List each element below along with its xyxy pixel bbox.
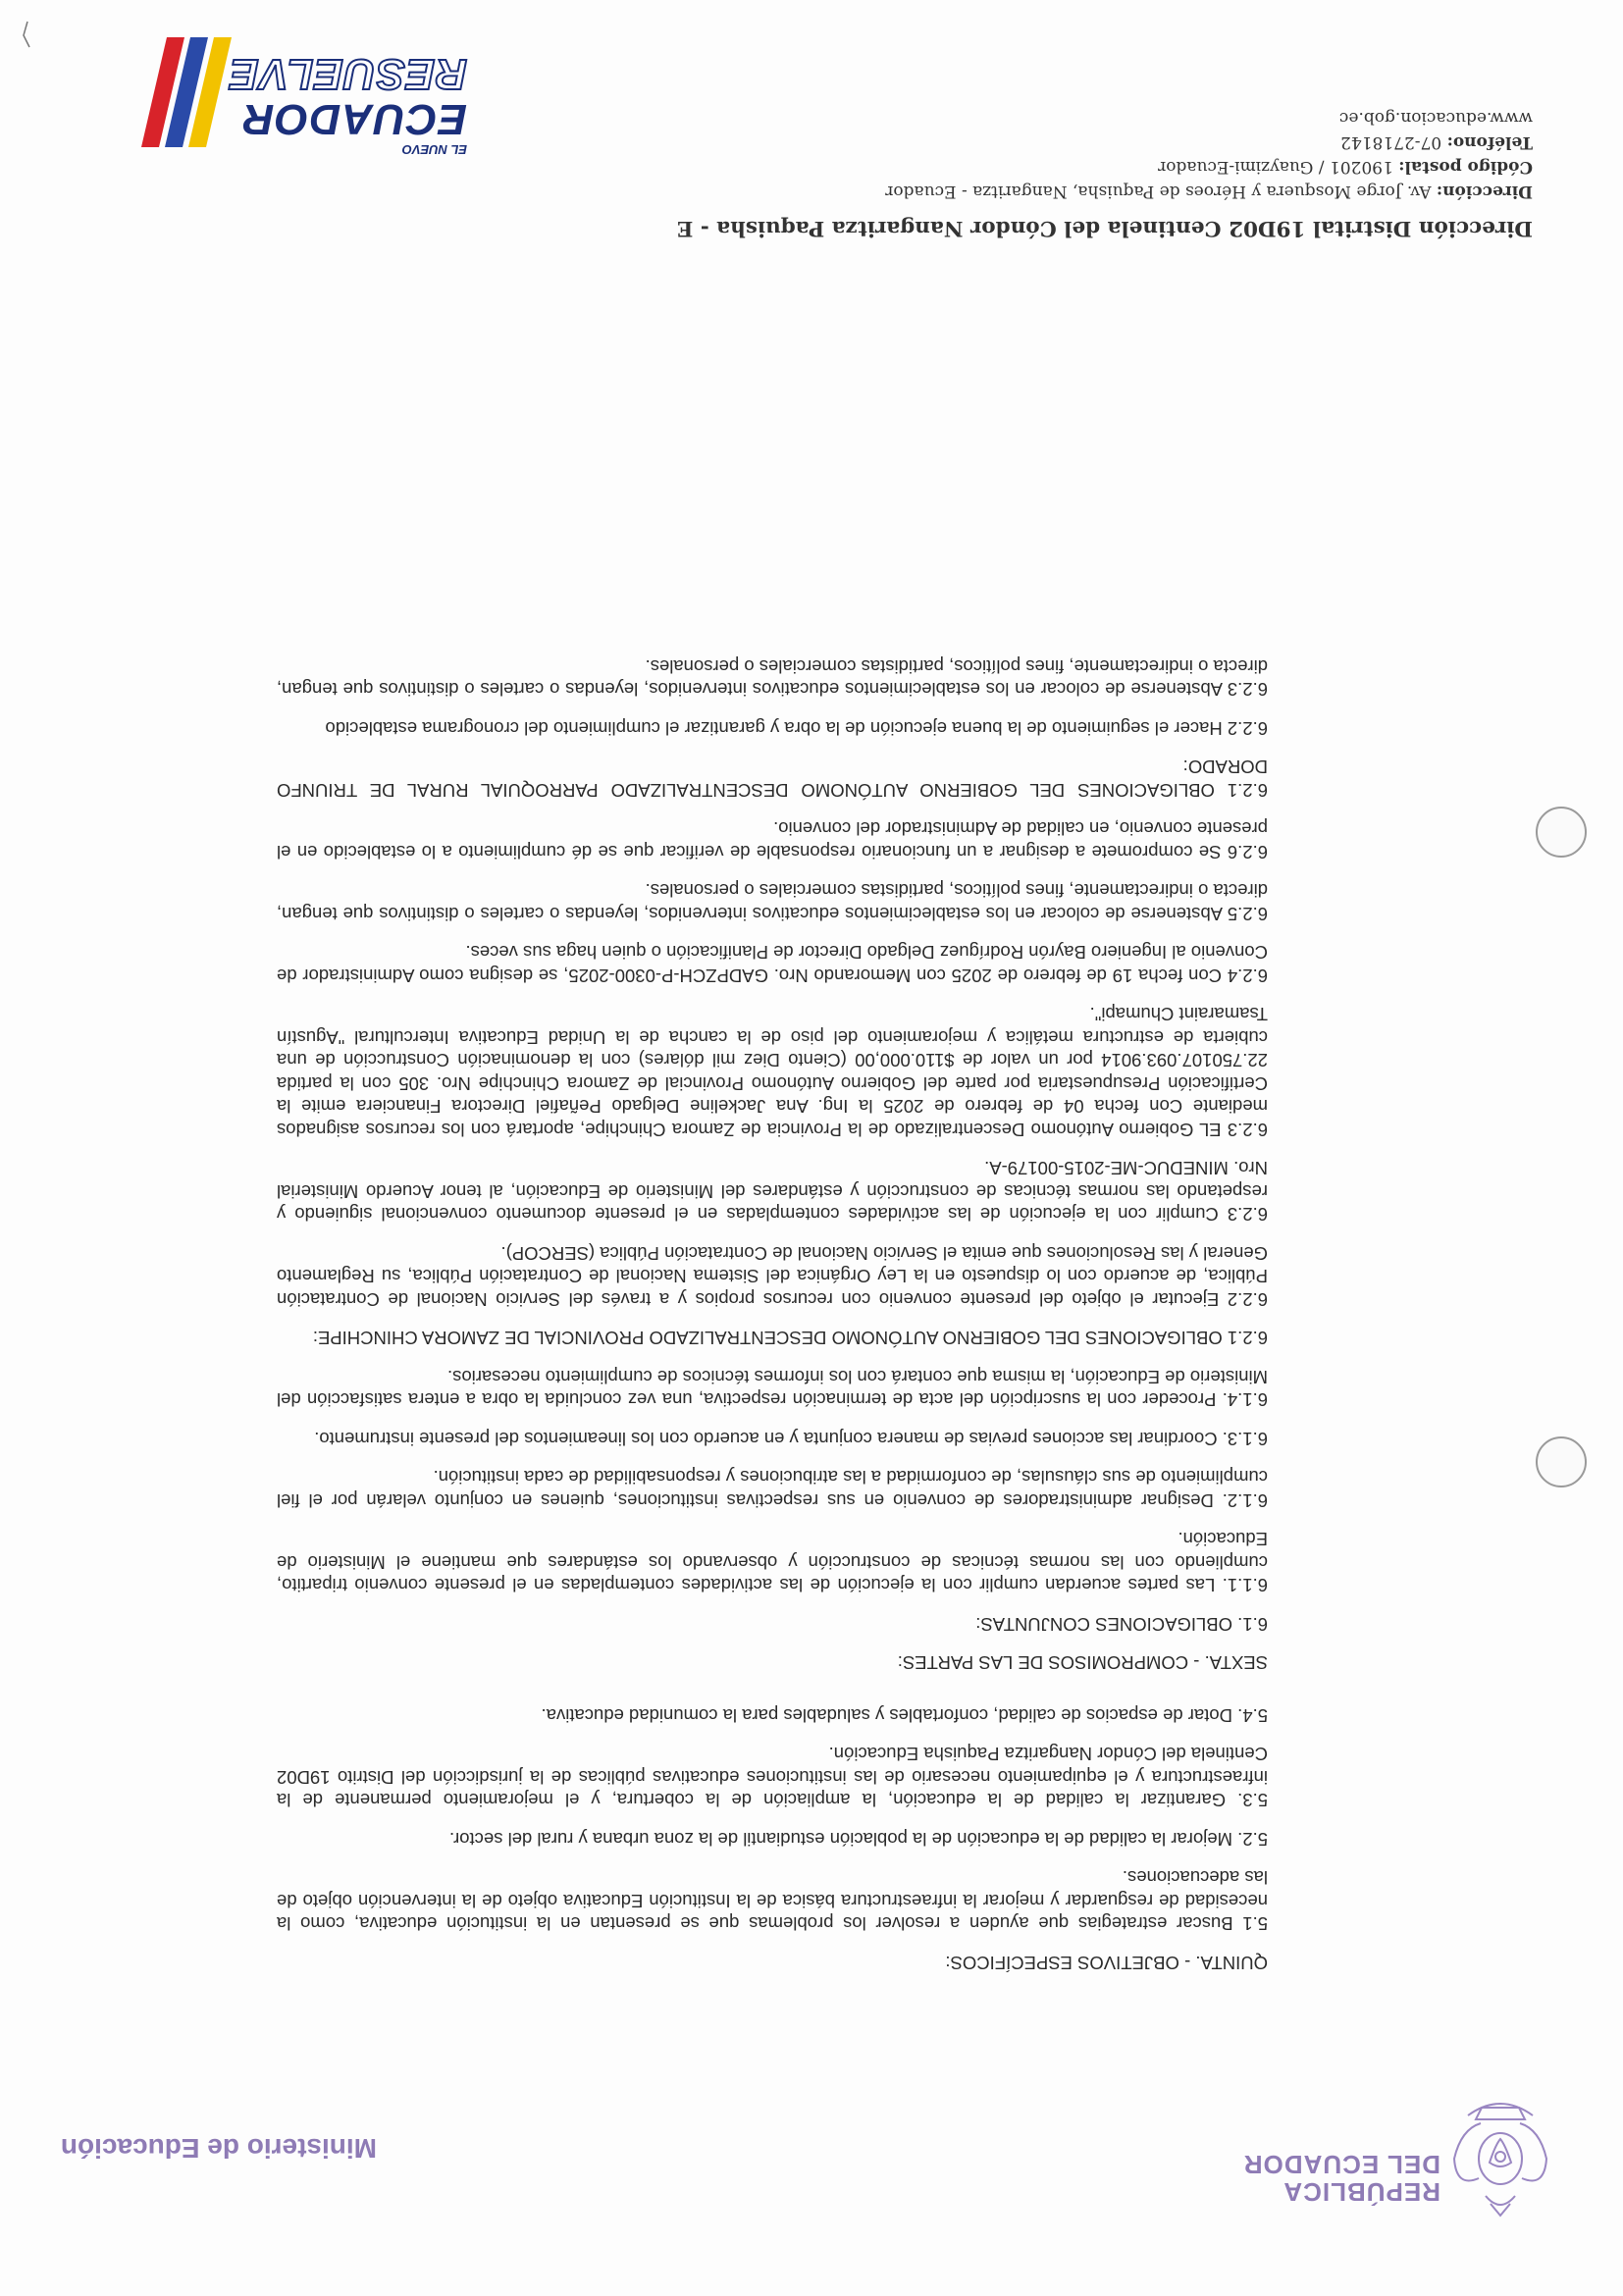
ministerio-label: Ministerio de Educación — [60, 2133, 377, 2164]
section-heading: QUINTA. - OBJETIVOS ESPECÍFICOS: — [945, 1953, 1268, 1973]
footer-title: Dirección Distrital 19D02 Centinela del Cóndor Nangaritza Paquisha - E — [676, 216, 1533, 240]
paragraph: 6.2.5 Abstenerse de colocar en los establecimientos educativos intervenidos, leyendas o carteles o distintivos que tengan, directa o indirectamente, fines políticos, partidistas comerciales o personales. — [277, 880, 1268, 924]
document-body — [277, 640, 1268, 1975]
postal-code-value: 190201 / Guayzimi-Ecuador — [1158, 157, 1399, 177]
paragraph: 6.1.3. Coordinar las acciones previas de manera conjunta y en acuerdo con los lineamientos del presente instrumento. — [314, 1429, 1268, 1449]
logo-ecuador-text: ECUADOR — [241, 95, 467, 143]
del-ecuador-line: DEL ECUADOR — [1242, 2150, 1440, 2179]
republica-line: REPÚBLICA — [1283, 2177, 1440, 2207]
coat-of-arms-icon — [1446, 2088, 1554, 2218]
republica-del-ecuador-label — [1243, 2151, 1440, 2206]
paragraph: 6.2.3 Cumplir con la ejecución de las actividades contempladas en el presente documento convencional siguiendo y respetando las normas técnicas de construcción y estándares del Ministerio de Educación, al tenor Acuerdo Ministerial Nro. MINEDUC-ME-2015-00179-A. — [277, 1158, 1268, 1226]
paragraph: 6.1.2. Designar administradores de convenio en sus respectivas instituciones, quienes en conjunto velarán por el fiel cumplimiento de sus cláusulas, de conformidad a las atribuciones y responsabilidad de cada institución. — [277, 1467, 1268, 1511]
punch-hole-icon — [1536, 1436, 1587, 1487]
subsection-heading: 6.2.1 OBLIGACIONES DEL GOBIERNO AUTÓNOMO DESCENTRALIZADO PROVINCIAL DE ZAMORA CHINCHIPE: — [312, 1328, 1268, 1349]
punch-hole-icon — [1536, 807, 1587, 858]
address-value: Av. Jorge Mosquera y Héroes de Paquisha, Nangaritza - Ecuador — [885, 182, 1437, 201]
footer-address — [885, 182, 1533, 201]
paragraph: 6.2.2 Hacer el seguimiento de la buena ejecución de la obra y garantizar el cumplimiento del cronograma establecido — [325, 718, 1268, 739]
phone-value: 07-2718142 — [1340, 132, 1447, 152]
paragraph: 6.1.1. Las partes acuerdan cumplir con la ejecución de las actividades contempladas en el presente convenio tripartito, cumpliendo con las normas técnicas de construcción y observando los estándares que mantiene el Ministerio de Educación. — [277, 1529, 1268, 1596]
paragraph: 5.3. Garantizar la calidad de la educación, la ampliación de la cobertura, y el mejoramiento permanente de la infraestructura y el equipamiento necesario de las instituciones educativas públicas de la jurisdicción del Distrito 19D02 Centinela del Cóndor Nangaritza Paquisha Educación. — [277, 1744, 1268, 1811]
address-label: Dirección: — [1436, 182, 1533, 201]
footer-phone — [1340, 132, 1533, 152]
footer-website: www.educacion.gob.ec — [1338, 108, 1533, 128]
subsection-heading: 6.1. OBLIGACIONES CONJUNTAS: — [975, 1614, 1268, 1635]
paragraph: 6.2.3 Abstenerse de colocar en los establecimientos educativos intervenidos, leyendas o carteles o distintivos que tengan, directa o indirectamente, fines políticos, partidistas comerciales o personales. — [277, 656, 1268, 701]
scan-mark-icon — [14, 20, 33, 49]
paragraph: 5.2. Mejorar la calidad de la educación de la población estudiantil de la zona urbana y rural del sector. — [448, 1829, 1268, 1850]
postal-code-label: Código postal: — [1398, 157, 1533, 177]
paragraph: 6.2.6 Se compromete a designar a un funcionario responsable de verificar que se dé cumplimiento a lo establecido en el presente convenio, en calidad de Administrador del convenio. — [277, 818, 1268, 862]
paragraph: 6.2.2 Ejecutar el objeto del presente convenio con recursos propios y a través del Servicio Nacional de Contratación Pública, de acuerdo con lo dispuesto en la Ley Orgánica del Sistema Nacional de Contratación Pública, su Reglamento General y las Resoluciones que emita el Servicio Nacional de Contratación Pública (SERCOP). — [277, 1243, 1268, 1310]
paragraph: 6.2.4 Con fecha 19 de febrero de 2025 con Memorando Nro. GADPZCH-P-0300-2025, se designa como Administrador de Convenio al Ingeniero Bayrón Rodríguez Delgado Director de Planificación o quien haga sus veces. — [277, 942, 1268, 986]
ecuador-resuelve-logo — [143, 29, 467, 157]
footer-postal-code — [1158, 157, 1533, 177]
section-heading: SEXTA. - COMPROMISOS DE LAS PARTES: — [897, 1652, 1268, 1674]
logo-small-text: EL NUEVO — [401, 142, 467, 157]
paragraph: 5.1 Buscar estrategias que ayuden a resolver los problemas que se presentan en la institución educativa, como la necesidad de resguardar y mejorar la infraestructura básica de la Institución Educativa objeto de la intervención objeto de las adecuaciones. — [277, 1867, 1268, 1935]
tricolor-stripes-icon — [137, 33, 236, 151]
subsection-heading: 6.2.1 OBLIGACIONES DEL GOBIERNO AUTÓNOMO DESCENTRALIZADO PARROQUIAL RURAL DE TRIUNFO DORADO: — [277, 757, 1268, 801]
paragraph: 6.2.3 EL Gobierno Autónomo Descentralizado de la Provincia de Zamora Chinchipe, aportará con los recursos asignados mediante Con fecha 04 de febrero de 2025 la Ing. Ana Jackeline Delgado Peñafiel Directora Financiera emite la Certificación Presupuestaria por parte del Gobierno Autónomo Provincial de Zamora Chinchipe Nro. 305 con la partida 22.750107.093.9014 por un valor de $110.000,00 (Ciento Diez mil dólares) con la denominación Construcción de una cubierta de estructura metálica y mejoramiento del piso de la cancha de la Unidad Educativa Intercultural "Agustín Tsamaraint Chumapi". — [277, 1004, 1268, 1140]
paragraph: 6.1.4. Proceder con la suscripción del acta de terminación respectiva, una vez concluida la obra a entera satisfacción del Ministerio de Educación, la misma que contará con los informes técnicos de cumplimiento necesarios. — [277, 1367, 1268, 1411]
logo-resuelve-text: RESUELVE — [229, 50, 467, 98]
paragraph: 5.4. Dotar de espacios de calidad, confortables y saludables para la comunidad educativa. — [541, 1705, 1268, 1726]
phone-label: Teléfono: — [1446, 132, 1533, 152]
